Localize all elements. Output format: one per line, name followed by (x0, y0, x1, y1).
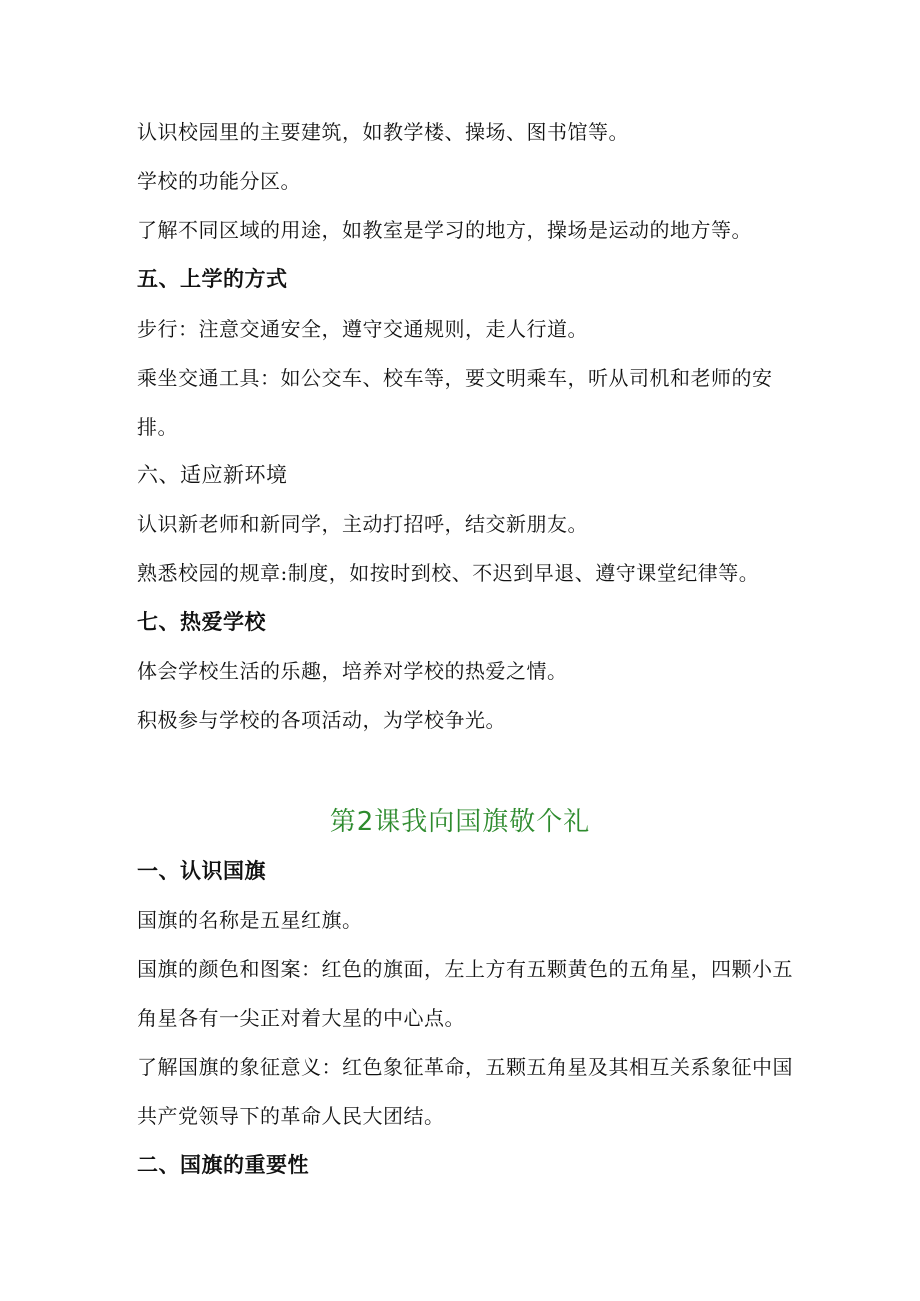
intro-paragraph-1: 认识校园里的主要建筑，如教学楼、操场、图书馆等。 (137, 120, 629, 144)
section-6-paragraph-1: 认识新老师和新同学，主动打招呼，结交新朋友。 (137, 512, 588, 536)
lesson-2-section-1-paragraph-2-line-2: 角星各有一尖正对着大星的中心点。 (137, 1006, 465, 1030)
section-5-paragraph-1: 步行：注意交通安全，遵守交通规则，走人行道。 (137, 317, 588, 341)
lesson-2-section-1-paragraph-3-line-2: 共产党领导下的革命人民大团结。 (137, 1104, 445, 1128)
lesson-2-title: 第2课我向国旗敬个礼 (329, 807, 591, 837)
lesson-2-section-1-paragraph-2-line-1: 国旗的颜色和图案：红色的旗面，左上方有五颗黄色的五角星，四颗小五 (137, 957, 793, 981)
section-5-heading: 五、上学的方式 (137, 267, 288, 291)
lesson-2-section-1-paragraph-1: 国旗的名称是五星红旗。 (137, 908, 363, 932)
section-5-paragraph-2-line-2: 排。 (137, 415, 178, 439)
lesson-2-section-1-paragraph-3-line-1: 了解国旗的象征意义：红色象征革命，五颗五角星及其相互关系象征中国 (137, 1055, 793, 1079)
intro-paragraph-3: 了解不同区域的用途，如教室是学习的地方，操场是运动的地方等。 (137, 218, 752, 242)
lesson-2-section-2-heading: 二、国旗的重要性 (137, 1153, 309, 1177)
section-7-paragraph-1: 体会学校生活的乐趣，培养对学校的热爱之情。 (137, 659, 568, 683)
lesson-2-section-1-heading: 一、认识国旗 (137, 859, 266, 883)
section-6-paragraph-2: 熟悉校园的规章:制度，如按时到校、不迟到早退、遵守课堂纪律等。 (137, 561, 760, 585)
intro-paragraph-2: 学校的功能分区。 (137, 169, 301, 193)
section-7-paragraph-2: 积极参与学校的各项活动，为学校争光。 (137, 708, 506, 732)
section-5-paragraph-2-line-1: 乘坐交通工具：如公交车、校车等，要文明乘车，听从司机和老师的安 (137, 366, 773, 390)
section-7-heading: 七、热爱学校 (137, 610, 266, 634)
section-6-heading: 六、适应新环境 (137, 463, 288, 487)
